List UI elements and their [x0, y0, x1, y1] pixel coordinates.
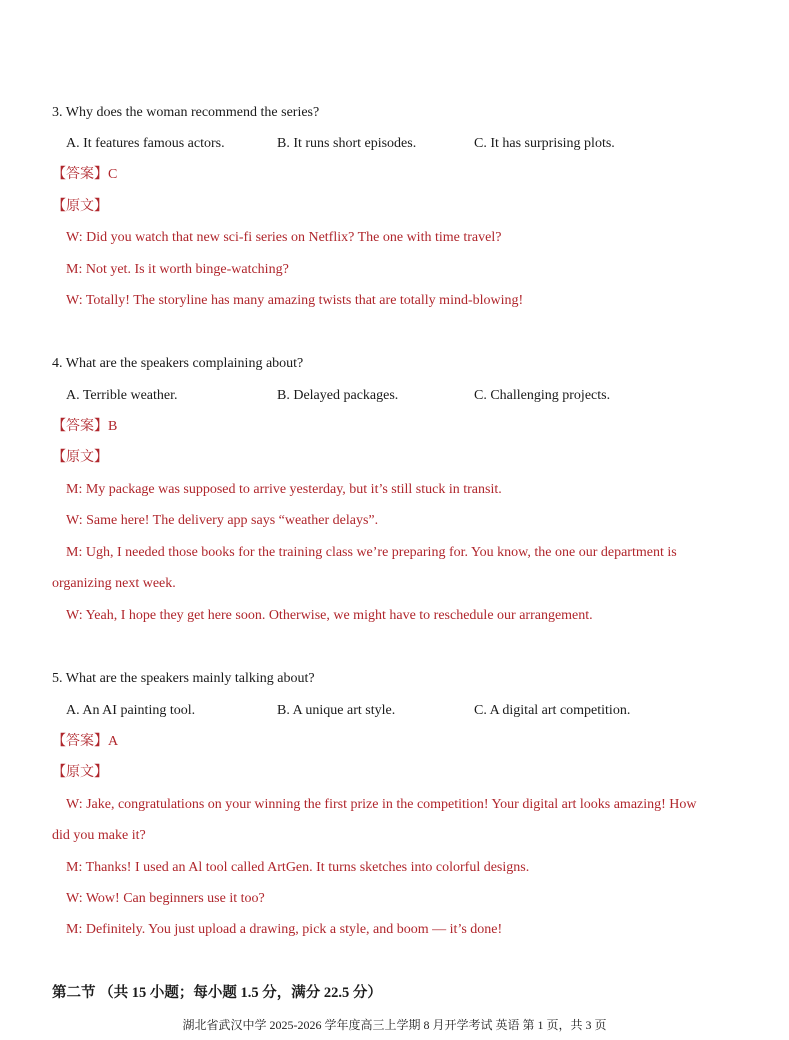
question-5-transcript-line: M: Thanks! I used an Al tool called ArtGen. It turns sketches into colorful designs.: [66, 860, 530, 875]
question-3-transcript-line: M: Not yet. Is it worth binge-watching?: [66, 262, 289, 277]
question-5-answer: 【答案】A: [52, 734, 119, 749]
question-4-transcript-line: M: My package was supposed to arrive yesterday, but it’s still stuck in transit.: [66, 482, 502, 497]
question-4-option-c: C. Challenging projects.: [474, 388, 611, 403]
question-5-transcript-line: M: Definitely. You just upload a drawing, pick a style, and boom — it’s done!: [66, 922, 503, 937]
question-4-transcript-line: M: Ugh, I needed those books for the training class we’re preparing for. You know, the one our department is: [66, 545, 677, 560]
question-3-option-b: B. It runs short episodes.: [277, 136, 417, 151]
question-4-transcript-label: 【原文】: [52, 450, 108, 465]
question-3-option-c: C. It has surprising plots.: [474, 136, 615, 151]
question-4-transcript-line: W: Same here! The delivery app says “weather delays”.: [66, 513, 379, 528]
question-5-option-b: B. A unique art style.: [277, 703, 396, 718]
page-footer: 湖北省武汉中学 2025-2026 学年度高三上学期 8 月开学考试 英语 第 1 页，共 3 页: [182, 1018, 607, 1032]
question-4-transcript-line: organizing next week.: [52, 576, 176, 591]
question-3-transcript-line: W: Totally! The storyline has many amazing twists that are totally mind-blowing!: [66, 293, 524, 308]
question-3-transcript-label: 【原文】: [52, 199, 108, 214]
question-4-option-b: B. Delayed packages.: [277, 388, 399, 403]
section-title: 第二节 （共 15 小题；每小题 1.5 分，满分 22.5 分）: [52, 985, 382, 1001]
question-5-transcript-line: W: Jake, congratulations on your winning the first prize in the competition! Your digital art looks amazing! How: [66, 797, 697, 812]
question-5-transcript-line: did you make it?: [52, 828, 146, 843]
question-5-transcript-line: W: Wow! Can beginners use it too?: [66, 891, 265, 906]
question-5-option-c: C. A digital art competition.: [474, 703, 631, 718]
question-5-stem: 5. What are the speakers mainly talking about?: [52, 671, 315, 686]
question-4-option-a: A. Terrible weather.: [66, 388, 178, 403]
question-5-option-a: A. An AI painting tool.: [66, 703, 196, 718]
question-4-answer: 【答案】B: [52, 419, 118, 434]
question-5-transcript-label: 【原文】: [52, 765, 108, 780]
question-3-stem: 3. Why does the woman recommend the series?: [52, 105, 320, 120]
question-4-transcript-line: W: Yeah, I hope they get here soon. Otherwise, we might have to reschedule our arrangement.: [66, 608, 593, 623]
question-4-stem: 4. What are the speakers complaining about?: [52, 356, 304, 371]
question-3-answer: 【答案】C: [52, 167, 118, 182]
question-3-option-a: A. It features famous actors.: [66, 136, 225, 151]
question-3-transcript-line: W: Did you watch that new sci-fi series on Netflix? The one with time travel?: [66, 230, 502, 245]
